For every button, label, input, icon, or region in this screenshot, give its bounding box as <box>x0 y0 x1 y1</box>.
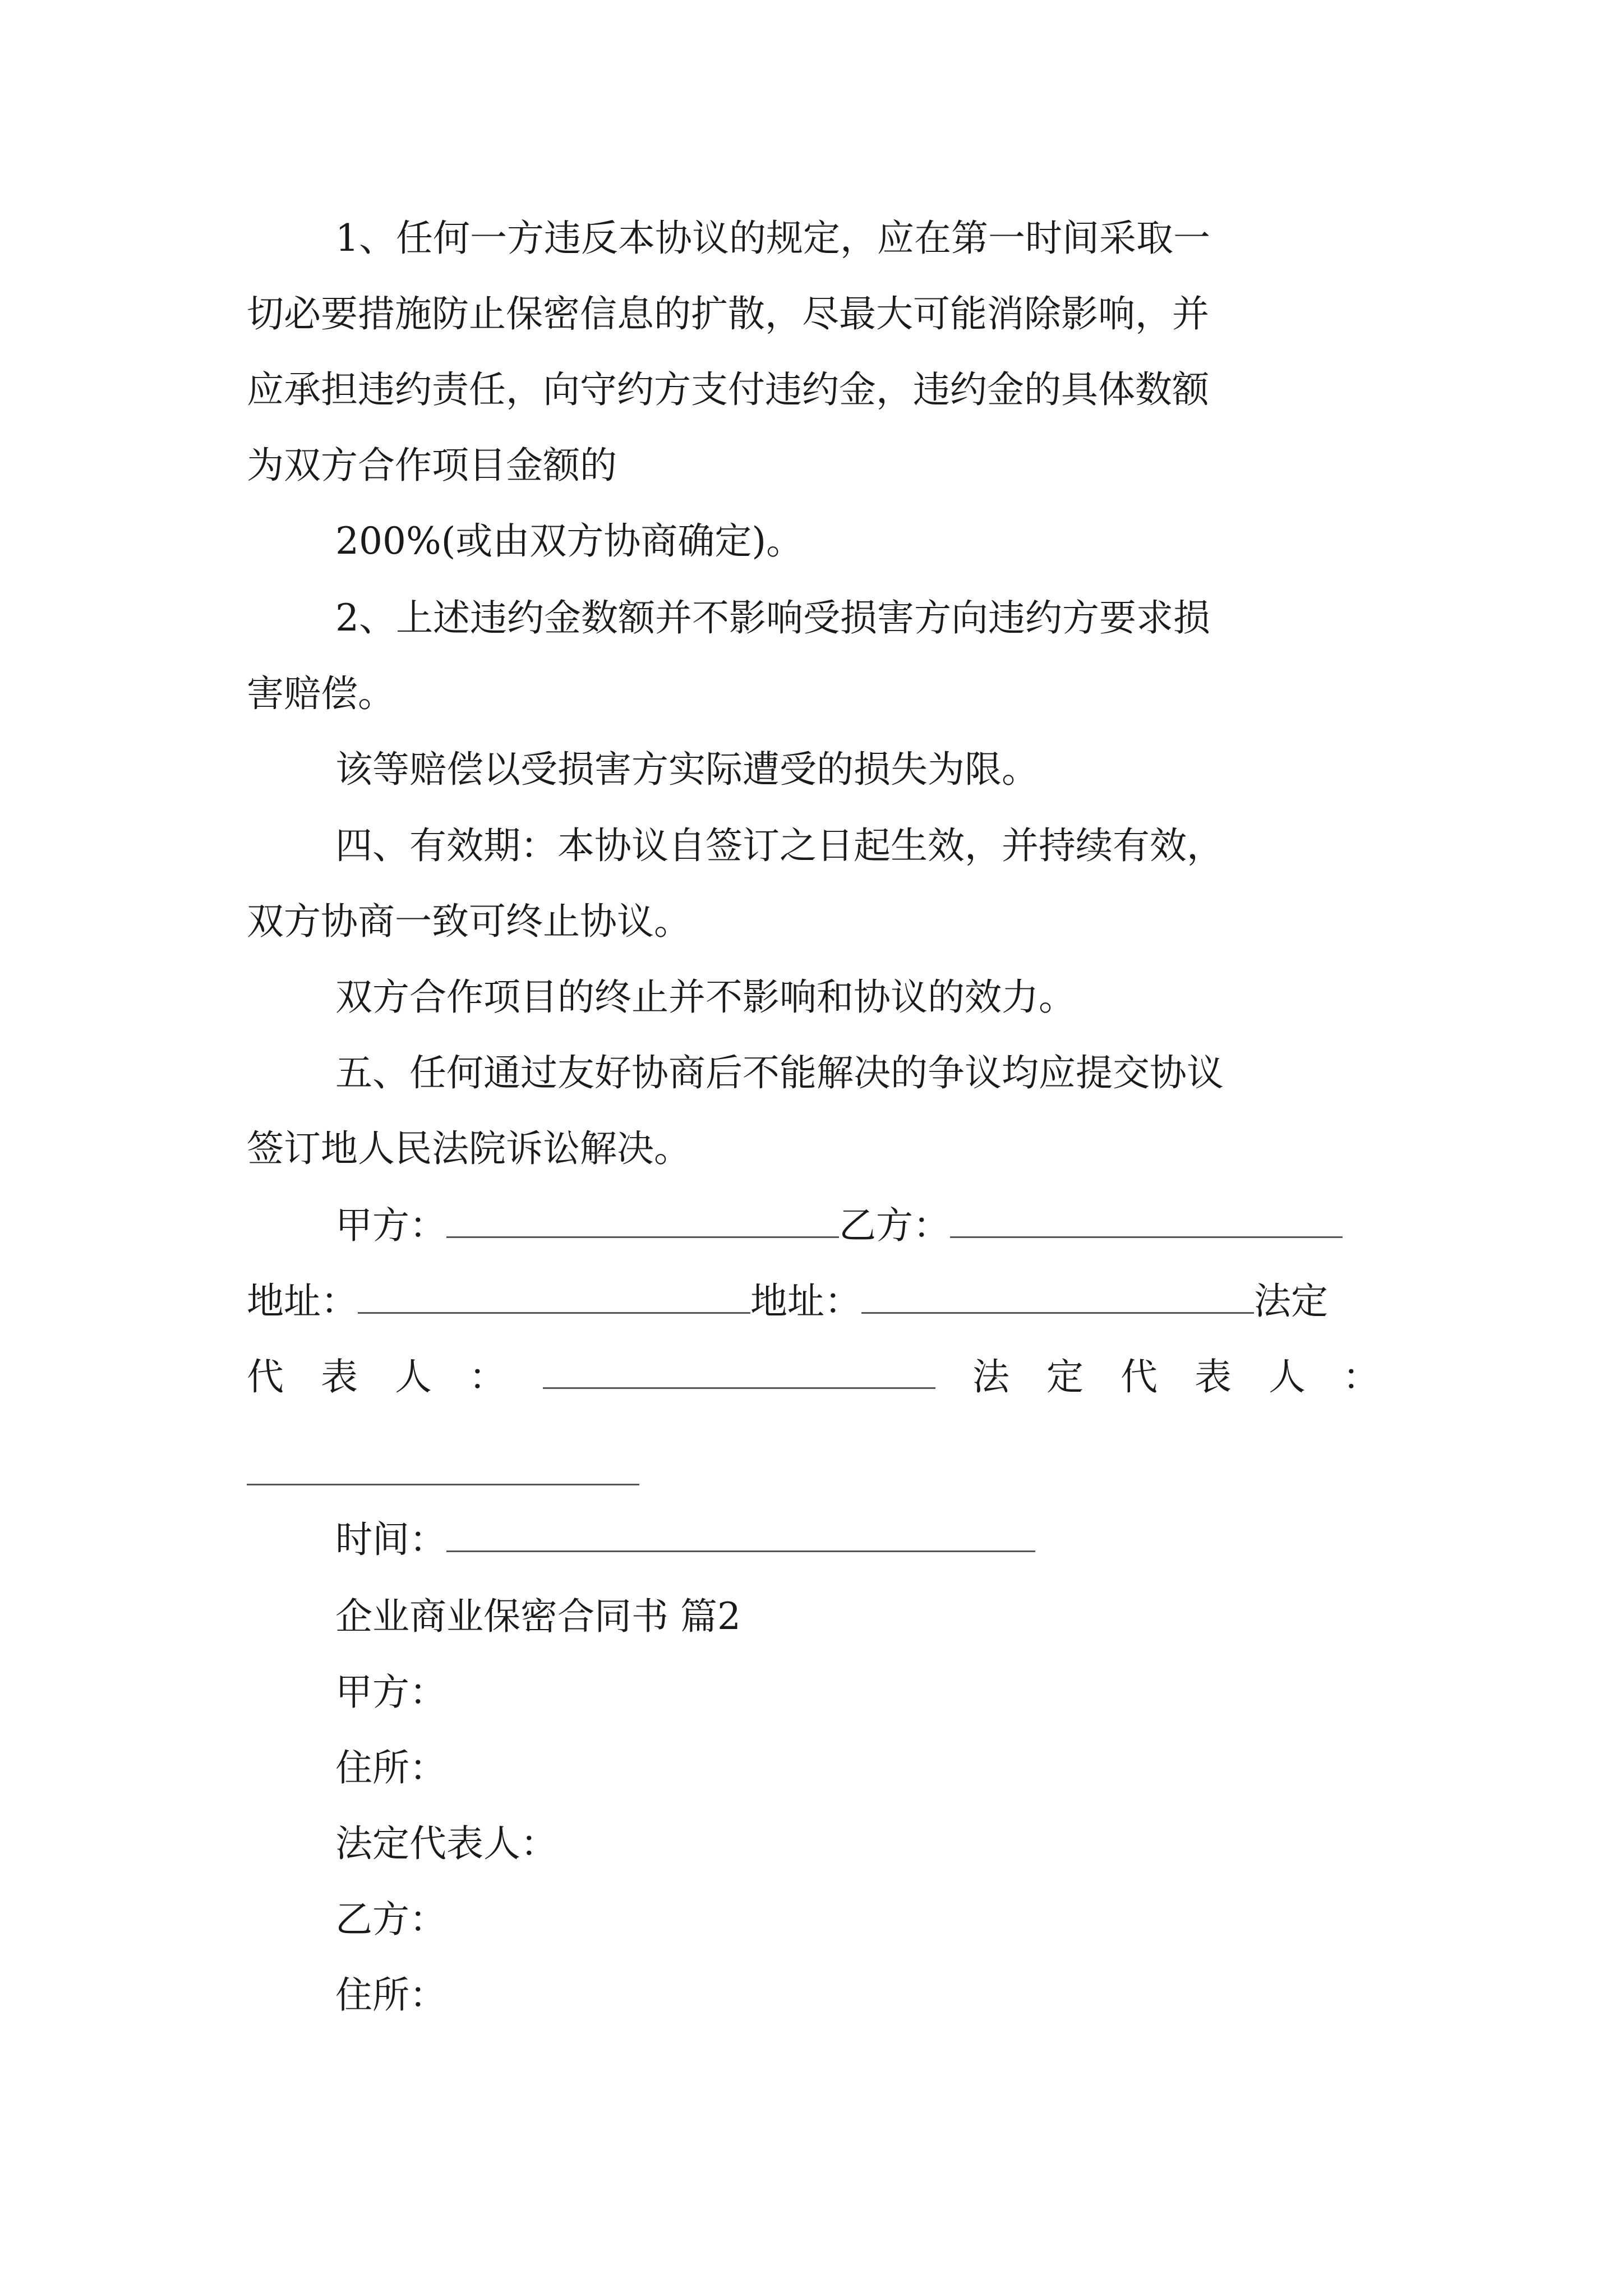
legal-rep-prefix: 法定 <box>1254 1280 1328 1323</box>
address-b-blank <box>861 1280 1254 1314</box>
address-b-label: 地址： <box>750 1280 861 1323</box>
address-a-blank <box>358 1280 750 1314</box>
clause1-line4: 为双方合作项目金额的 <box>247 444 617 487</box>
sign-address-row <box>247 1279 1380 1324</box>
legal-rep-b-char: 人 <box>1269 1355 1306 1398</box>
time-label: 时间： <box>335 1518 446 1561</box>
part2-party-b: 乙方： <box>335 1898 446 1941</box>
legal-rep-b-char: 代 <box>1121 1355 1158 1398</box>
part2-residence-a: 住所： <box>335 1746 446 1789</box>
legal-rep-b-char: 表 <box>1195 1355 1232 1398</box>
party-a-blank <box>446 1204 839 1238</box>
section4-line1: 四、有效期：本协议自签订之日起生效，并持续有效， <box>335 824 1224 867</box>
address-a-label: 地址： <box>247 1280 358 1323</box>
part2-party-a: 甲方： <box>335 1671 446 1714</box>
party-a-label: 甲方： <box>335 1204 446 1247</box>
sign-time-row <box>335 1517 1468 1562</box>
time-blank <box>446 1518 1035 1552</box>
part2-residence-b: 住所： <box>335 1973 446 2017</box>
part2-legal-rep: 法定代表人： <box>335 1822 557 1865</box>
clause2-line1: 2、上述违约金数额并不影响受损害方向违约方要求损 <box>335 596 1210 639</box>
clause2-line3: 该等赔偿以受损害方实际遭受的损失为限。 <box>335 748 1039 791</box>
clause1-line1: 1、任何一方违反本协议的规定，应在第一时间采取一 <box>335 217 1210 260</box>
part2-title: 企业商业保密合同书 篇2 <box>335 1595 741 1638</box>
legal-rep-a-blank <box>543 1355 935 1389</box>
clause1-line3: 应承担违约责任，向守约方支付违约金，违约金的具体数额 <box>247 368 1209 411</box>
legal-rep-a-char: 代 <box>247 1355 284 1398</box>
section5-line2: 签订地人民法院诉讼解决。 <box>247 1127 691 1170</box>
legal-rep-b-char: ： <box>1343 1355 1380 1398</box>
clause2-line2: 害赔偿。 <box>247 672 395 715</box>
clause1-line2: 切必要措施防止保密信息的扩散，尽最大可能消除影响，并 <box>247 292 1209 335</box>
legal-rep-b-char: 法 <box>972 1355 1009 1398</box>
legal-rep-a-char: 人 <box>395 1355 432 1398</box>
section4-line2: 双方协商一致可终止协议。 <box>247 900 691 943</box>
party-b-label: 乙方： <box>839 1204 950 1247</box>
section4-line3: 双方合作项目的终止并不影响和协议的效力。 <box>335 976 1076 1019</box>
party-b-blank <box>950 1204 1343 1238</box>
section5-line1: 五、任何通过友好协商后不能解决的争议均应提交协议 <box>335 1051 1224 1094</box>
legal-rep-b-blank <box>247 1484 639 1485</box>
sign-legal-rep-row <box>247 1355 1380 1400</box>
legal-rep-a-char: ： <box>469 1355 506 1398</box>
legal-rep-a-char: 表 <box>321 1355 358 1398</box>
sign-party-row <box>335 1203 1468 1248</box>
clause1-line5: 200%(或由双方协商确定)。 <box>335 519 804 563</box>
legal-rep-b-char: 定 <box>1046 1355 1083 1398</box>
